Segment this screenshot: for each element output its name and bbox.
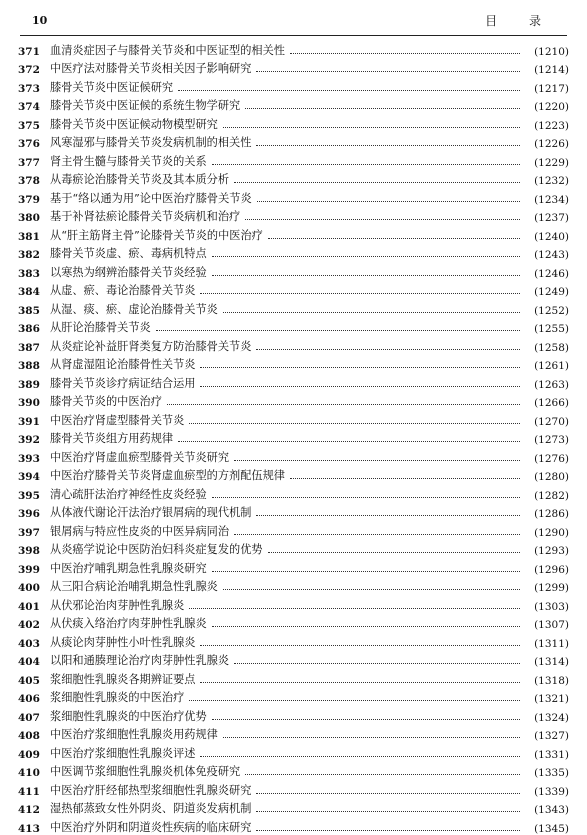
toc-entry-title: 从伏痰入络治疗肉芽肿性乳腺炎 xyxy=(50,617,207,630)
toc-entry-number: 409 xyxy=(18,748,40,761)
toc-entry-page: (1266) xyxy=(534,397,569,409)
toc-entry-page: (1234) xyxy=(534,193,569,206)
toc-entry-title: 从“肝主筋肾主骨”论膝骨关节炎的中医治疗 xyxy=(50,228,263,242)
toc-entry xyxy=(18,798,569,817)
toc-entry-title: 从毒瘀论治膝骨关节炎及其本质分析 xyxy=(50,173,230,186)
toc-entry-number: 407 xyxy=(18,711,40,724)
toc-entry-number: 399 xyxy=(18,563,40,576)
toc-entry-page: (1255) xyxy=(534,323,569,335)
toc-entry-number: 371 xyxy=(18,45,40,58)
toc-entry xyxy=(18,594,569,613)
toc-dot-leader xyxy=(200,386,520,387)
toc-entry-page: (1324) xyxy=(534,711,569,724)
toc-entry-number: 396 xyxy=(18,508,40,520)
toc-entry-title: 中医治疗肝经郁热型浆细胞性乳腺炎研究 xyxy=(50,783,252,797)
toc-entry xyxy=(18,298,569,317)
toc-dot-leader xyxy=(268,552,520,553)
page-header xyxy=(0,0,587,36)
toc-entry-title: 从肝论治膝骨关节炎 xyxy=(50,321,151,334)
toc-entry-page: (1249) xyxy=(534,286,569,298)
toc-entry-number: 405 xyxy=(18,674,40,687)
toc-entry-number: 380 xyxy=(18,212,40,224)
toc-entry xyxy=(18,317,569,336)
toc-entry-page: (1240) xyxy=(534,230,569,243)
toc-entry-number: 375 xyxy=(18,119,40,132)
toc-entry-title: 从虚、瘀、毒论治膝骨关节炎 xyxy=(50,284,196,297)
toc-entry-page: (1280) xyxy=(534,471,569,483)
toc-entry-number: 378 xyxy=(18,175,40,187)
toc-entry-page: (1217) xyxy=(534,82,569,95)
toc-entry xyxy=(18,779,569,798)
toc-entry-title: 从三阳合病论治哺乳期急性乳腺炎 xyxy=(50,580,218,593)
toc-entry-title: 膝骨关节炎诊疗病证结合运用 xyxy=(50,376,196,390)
toc-entry-page: (1290) xyxy=(534,526,569,539)
toc-entry xyxy=(18,668,569,687)
toc-entry-number: 386 xyxy=(18,323,40,335)
toc-entry-title: 基于“络以通为用”论中医治疗膝骨关节炎 xyxy=(50,191,252,205)
toc-entry-number: 376 xyxy=(18,138,40,150)
toc-entry-number: 374 xyxy=(18,101,40,113)
toc-entry-title: 膝骨关节炎的中医治疗 xyxy=(50,395,162,408)
toc-dot-leader xyxy=(234,460,520,461)
toc-entry xyxy=(18,39,569,58)
toc-entry-title: 中医治疗哺乳期急性乳腺炎研究 xyxy=(50,561,207,575)
toc-entry xyxy=(18,650,569,669)
toc-dot-leader xyxy=(178,441,520,442)
toc-entry-title: 风寒湿邪与膝骨关节炎发病机制的相关性 xyxy=(50,136,252,149)
toc-entry-number: 395 xyxy=(18,489,40,502)
toc-entry-page: (1214) xyxy=(534,64,569,76)
toc-entry xyxy=(18,76,569,95)
toc-dot-leader xyxy=(234,534,520,535)
toc-entry-title: 清心疏肝法治疗神经性皮炎经验 xyxy=(50,487,207,501)
toc-entry xyxy=(18,483,569,502)
toc-entry-page: (1243) xyxy=(534,249,569,261)
toc-entry-number: 390 xyxy=(18,397,40,409)
toc-entry-number: 388 xyxy=(18,360,40,372)
toc-entry-title: 从肾虚湿阻论治膝骨性关节炎 xyxy=(50,358,196,371)
toc-entry xyxy=(18,687,569,706)
toc-entry-page: (1318) xyxy=(534,674,569,687)
toc-entry xyxy=(18,95,569,114)
toc-entry-number: 406 xyxy=(18,693,40,705)
toc-entry-number: 410 xyxy=(18,767,40,779)
toc-entry xyxy=(18,280,569,299)
toc-entry-title: 中医疗法对膝骨关节炎相关因子影响研究 xyxy=(50,62,252,75)
toc-entry-number: 373 xyxy=(18,82,40,95)
toc-entry-number: 404 xyxy=(18,656,40,668)
toc-entry xyxy=(18,391,569,410)
toc-entry-number: 381 xyxy=(18,230,40,243)
toc-dot-leader xyxy=(200,293,520,294)
toc-dot-leader xyxy=(256,71,520,72)
toc-entry xyxy=(18,150,569,169)
toc-entry-title: 基于补肾祛瘀论膝骨关节炎病机和治疗 xyxy=(50,210,241,223)
toc-entry xyxy=(18,724,569,743)
toc-entry-number: 391 xyxy=(18,415,40,428)
toc-entry-title: 膝骨关节炎虚、瘀、毒病机特点 xyxy=(50,247,207,260)
toc-entry-page: (1335) xyxy=(534,767,569,779)
toc-entry-title: 中医治疗肾虚血瘀型膝骨关节炎研究 xyxy=(50,450,230,464)
toc-entry-page: (1286) xyxy=(534,508,569,520)
toc-entry-number: 384 xyxy=(18,286,40,298)
toc-dot-leader xyxy=(223,589,520,590)
page-number: 10 xyxy=(32,14,48,27)
toc-entry xyxy=(18,705,569,724)
toc-entry-page: (1282) xyxy=(534,489,569,502)
toc-entry-number: 372 xyxy=(18,64,40,76)
toc-dot-leader xyxy=(212,497,520,498)
toc-entry-page: (1270) xyxy=(534,415,569,428)
toc-entry-title: 膝骨关节炎组方用药规律 xyxy=(50,432,174,445)
toc-entry xyxy=(18,613,569,632)
toc-entry-number: 403 xyxy=(18,637,40,650)
toc-entry-page: (1345) xyxy=(534,822,569,835)
toc-entry xyxy=(18,58,569,77)
toc-entry-page: (1276) xyxy=(534,452,569,465)
toc-entry-page: (1261) xyxy=(534,360,569,372)
toc-entry xyxy=(18,576,569,595)
toc-entry xyxy=(18,409,569,428)
toc-entry-number: 408 xyxy=(18,730,40,742)
toc-dot-leader xyxy=(223,737,520,738)
toc-entry-title: 中医治疗浆细胞性乳腺炎评述 xyxy=(50,746,196,760)
toc-entry-page: (1252) xyxy=(534,304,569,317)
toc-dot-leader xyxy=(245,219,520,220)
toc-entry xyxy=(18,557,569,576)
toc-entry xyxy=(18,169,569,188)
toc-entry-title: 中医调节浆细胞性乳腺炎机体免疫研究 xyxy=(50,765,241,778)
toc-entry xyxy=(18,224,569,243)
toc-dot-leader xyxy=(256,515,520,516)
toc-entry-number: 377 xyxy=(18,156,40,169)
toc-entry-number: 398 xyxy=(18,545,40,557)
toc-dot-leader xyxy=(200,367,520,368)
toc-entry-title: 从炎癌学说论中医防治妇科炎症复发的优势 xyxy=(50,543,263,556)
toc-entry-title: 以阳和通腠理论治疗肉芽肿性乳腺炎 xyxy=(50,654,230,667)
toc-entry-page: (1314) xyxy=(534,656,569,668)
toc-entry-title: 浆细胞性乳腺炎的中医治疗 xyxy=(50,691,185,704)
toc-dot-leader xyxy=(189,423,520,424)
toc-entry xyxy=(18,206,569,225)
toc-entry-number: 392 xyxy=(18,434,40,446)
toc-entry-page: (1321) xyxy=(534,693,569,705)
toc-entry xyxy=(18,261,569,280)
toc-entry-page: (1311) xyxy=(534,637,569,650)
toc-dot-leader xyxy=(256,811,520,812)
header-rule xyxy=(20,35,567,36)
toc-entry-page: (1229) xyxy=(534,156,569,169)
toc-entry-page: (1232) xyxy=(534,175,569,187)
toc-entry-title: 中医治疗肾虚型膝骨关节炎 xyxy=(50,413,185,427)
toc-dot-leader xyxy=(212,164,520,165)
toc-entry xyxy=(18,354,569,373)
toc-entry-number: 412 xyxy=(18,804,40,816)
toc-entry-title: 浆细胞性乳腺炎各期辨证要点 xyxy=(50,672,196,686)
toc-entry xyxy=(18,243,569,262)
toc-entry-number: 383 xyxy=(18,267,40,280)
toc-entry-number: 382 xyxy=(18,249,40,261)
toc-entry-number: 397 xyxy=(18,526,40,539)
toc-entry-number: 379 xyxy=(18,193,40,206)
toc-entry-number: 389 xyxy=(18,378,40,391)
toc-entry xyxy=(18,428,569,447)
toc-entry xyxy=(18,187,569,206)
toc-entry-title: 中医治疗外阴和阴道炎性疾病的临床研究 xyxy=(50,820,252,834)
toc-dot-leader xyxy=(257,201,520,202)
toc-dot-leader xyxy=(290,478,520,479)
toc-dot-leader xyxy=(268,238,520,239)
toc-entry-page: (1296) xyxy=(534,563,569,576)
toc-entry-number: 402 xyxy=(18,619,40,631)
toc-entry xyxy=(18,465,569,484)
toc-dot-leader xyxy=(212,571,520,572)
toc-dot-leader xyxy=(200,682,520,683)
toc-entry-title: 以寒热为纲辨治膝骨关节炎经验 xyxy=(50,265,207,279)
toc-entry-page: (1293) xyxy=(534,545,569,557)
toc-entry-page: (1258) xyxy=(534,341,569,354)
toc-entry xyxy=(18,446,569,465)
toc-dot-leader xyxy=(245,774,520,775)
toc-entry-title: 膝骨关节炎中医证候动物模型研究 xyxy=(50,117,218,131)
toc-entry-page: (1210) xyxy=(534,45,569,58)
toc-entry-number: 385 xyxy=(18,304,40,317)
toc-entry-title: 从炎症论补益肝肾类复方防治膝骨关节炎 xyxy=(50,339,252,353)
toc-entry-title: 从体液代谢论汗法治疗银屑病的现代机制 xyxy=(50,506,252,519)
toc-entry-title: 从湿、痰、瘀、虚论治膝骨关节炎 xyxy=(50,302,218,316)
toc-dot-leader xyxy=(256,349,520,350)
toc-dot-leader xyxy=(223,312,520,313)
toc-dot-leader xyxy=(178,90,520,91)
toc-dot-leader xyxy=(223,127,520,128)
toc-entry-title: 从伏邪论治肉芽肿性乳腺炎 xyxy=(50,598,185,612)
toc-dot-leader xyxy=(256,793,520,794)
toc-entry xyxy=(18,761,569,780)
toc-dot-leader xyxy=(212,275,520,276)
table-of-contents xyxy=(18,39,569,835)
toc-entry-title: 湿热郁蒸致女性外阴炎、阴道炎发病机制 xyxy=(50,802,252,815)
toc-entry-page: (1226) xyxy=(534,138,569,150)
toc-entry-page: (1263) xyxy=(534,378,569,391)
toc-entry-number: 393 xyxy=(18,452,40,465)
toc-entry xyxy=(18,132,569,151)
toc-entry-page: (1331) xyxy=(534,748,569,761)
toc-dot-leader xyxy=(234,182,520,183)
toc-entry-title: 血清炎症因子与膝骨关节炎和中医证型的相关性 xyxy=(50,43,285,57)
toc-entry-page: (1299) xyxy=(534,582,569,594)
toc-entry xyxy=(18,520,569,539)
toc-entry xyxy=(18,631,569,650)
toc-entry-title: 中医治疗浆细胞性乳腺炎用药规律 xyxy=(50,728,218,741)
toc-entry xyxy=(18,335,569,354)
toc-entry-number: 411 xyxy=(18,785,40,798)
toc-dot-leader xyxy=(189,700,520,701)
toc-entry-number: 401 xyxy=(18,600,40,613)
toc-entry-title: 从痰论肉芽肿性小叶性乳腺炎 xyxy=(50,635,196,649)
toc-entry-page: (1273) xyxy=(534,434,569,446)
toc-entry-title: 膝骨关节炎中医证候的系统生物学研究 xyxy=(50,99,241,112)
toc-entry xyxy=(18,539,569,558)
toc-entry-number: 400 xyxy=(18,582,40,594)
toc-dot-leader xyxy=(200,645,520,646)
toc-entry xyxy=(18,113,569,132)
toc-entry-page: (1307) xyxy=(534,619,569,631)
toc-entry-page: (1339) xyxy=(534,785,569,798)
toc-entry xyxy=(18,372,569,391)
toc-entry xyxy=(18,742,569,761)
toc-entry-number: 394 xyxy=(18,471,40,483)
toc-dot-leader xyxy=(167,404,520,405)
toc-entry-page: (1223) xyxy=(534,119,569,132)
toc-entry-page: (1343) xyxy=(534,804,569,816)
toc-entry-page: (1246) xyxy=(534,267,569,280)
toc-dot-leader xyxy=(234,663,520,664)
toc-entry-page: (1220) xyxy=(534,101,569,113)
section-title: 目 录 xyxy=(485,14,555,28)
toc-dot-leader xyxy=(189,608,520,609)
toc-entry-page: (1303) xyxy=(534,600,569,613)
toc-entry-number: 387 xyxy=(18,341,40,354)
toc-dot-leader xyxy=(212,256,520,257)
toc-dot-leader xyxy=(290,53,520,54)
toc-dot-leader xyxy=(256,830,520,831)
toc-entry-title: 银屑病与特应性皮炎的中医异病同治 xyxy=(50,524,230,538)
toc-dot-leader xyxy=(156,330,520,331)
toc-dot-leader xyxy=(245,108,520,109)
toc-dot-leader xyxy=(200,756,520,757)
toc-entry-number: 413 xyxy=(18,822,40,835)
toc-entry-title: 肾主骨生髓与膝骨关节炎的关系 xyxy=(50,154,207,168)
toc-entry xyxy=(18,816,569,835)
toc-entry-title: 膝骨关节炎中医证候研究 xyxy=(50,80,174,94)
toc-dot-leader xyxy=(256,145,520,146)
toc-dot-leader xyxy=(212,626,520,627)
toc-entry-title: 中医治疗膝骨关节炎肾虚血瘀型的方剂配伍规律 xyxy=(50,469,285,482)
toc-entry-page: (1237) xyxy=(534,212,569,224)
toc-entry-title: 浆细胞性乳腺炎的中医治疗优势 xyxy=(50,709,207,723)
toc-entry xyxy=(18,502,569,521)
toc-entry-page: (1327) xyxy=(534,730,569,742)
toc-dot-leader xyxy=(212,719,520,720)
